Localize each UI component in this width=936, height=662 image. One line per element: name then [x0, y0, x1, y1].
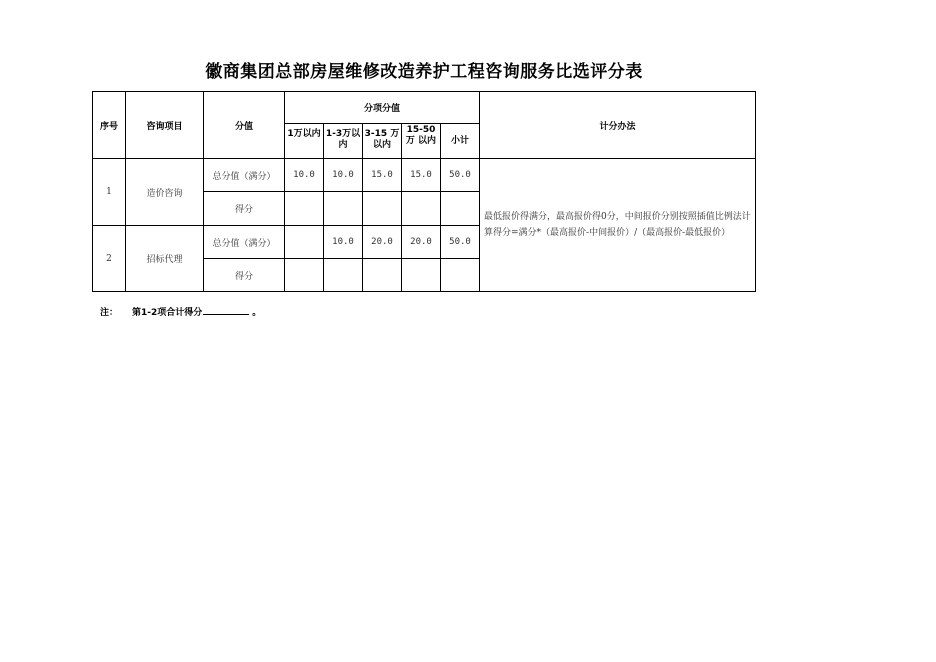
row-2-value-4: 20.0 — [402, 226, 441, 259]
row-1-value-2: 10.0 — [324, 159, 363, 192]
row-2-score-label: 得分 — [204, 259, 285, 292]
header-seq: 序号 — [93, 92, 126, 159]
note-suffix: 。 — [252, 308, 262, 318]
note-label: 注： — [100, 308, 119, 318]
row-1-value-3: 15.0 — [363, 159, 402, 192]
header-method: 计分办法 — [480, 92, 756, 159]
row-1-score-label: 得分 — [204, 192, 285, 226]
row-2-score-cell-2[interactable] — [324, 259, 363, 292]
row-2-value-2: 10.0 — [324, 226, 363, 259]
row-2-score-cell-3[interactable] — [363, 259, 402, 292]
row-1-full-label: 总分值（满分） — [204, 159, 285, 192]
row-2-full-label: 总分值（满分） — [204, 226, 285, 259]
header-score: 分值 — [204, 92, 285, 159]
header-sub-3: 3-15 万以内 — [363, 124, 402, 159]
row-2-score-cell-5[interactable] — [441, 259, 480, 292]
row-2-value-1 — [285, 226, 324, 259]
header-sub-5: 小计 — [441, 124, 480, 159]
footnote — [100, 305, 261, 318]
row-2-seq: 2 — [93, 226, 126, 292]
header-sub-4: 15-50 万 以内 — [402, 124, 441, 159]
method-text: 最低报价得满分，最高报价得0分，中间报价分别按照插值比例法计算得分=满分*（最高报价-中间报价）/（最高报价-最低报价） — [480, 159, 756, 292]
row-1-score-cell-4[interactable] — [402, 192, 441, 226]
page-title: 徽商集团总部房屋维修改造养护工程咨询服务比选评分表 — [205, 62, 643, 82]
note-text: 第1-2项合计得分 — [132, 308, 203, 318]
header-item: 咨询项目 — [126, 92, 204, 159]
row-1-score-cell-5[interactable] — [441, 192, 480, 226]
row-2-score-cell-1[interactable] — [285, 259, 324, 292]
row-1-score-cell-1[interactable] — [285, 192, 324, 226]
header-sub-group: 分项分值 — [285, 92, 480, 124]
row-2-value-3: 20.0 — [363, 226, 402, 259]
row-1-score-cell-2[interactable] — [324, 192, 363, 226]
row-1-item: 造价咨询 — [126, 159, 204, 226]
row-2-score-cell-4[interactable] — [402, 259, 441, 292]
row-1-value-1: 10.0 — [285, 159, 324, 192]
row-2-value-5: 50.0 — [441, 226, 480, 259]
score-table — [92, 91, 756, 292]
row-1-score-cell-3[interactable] — [363, 192, 402, 226]
total-score-blank[interactable] — [203, 305, 249, 315]
row-1-seq: 1 — [93, 159, 126, 226]
row-1-value-4: 15.0 — [402, 159, 441, 192]
row-2-item: 招标代理 — [126, 226, 204, 292]
header-sub-1: 1万以内 — [285, 124, 324, 159]
row-1-value-5: 50.0 — [441, 159, 480, 192]
header-sub-2: 1-3万以内 — [324, 124, 363, 159]
